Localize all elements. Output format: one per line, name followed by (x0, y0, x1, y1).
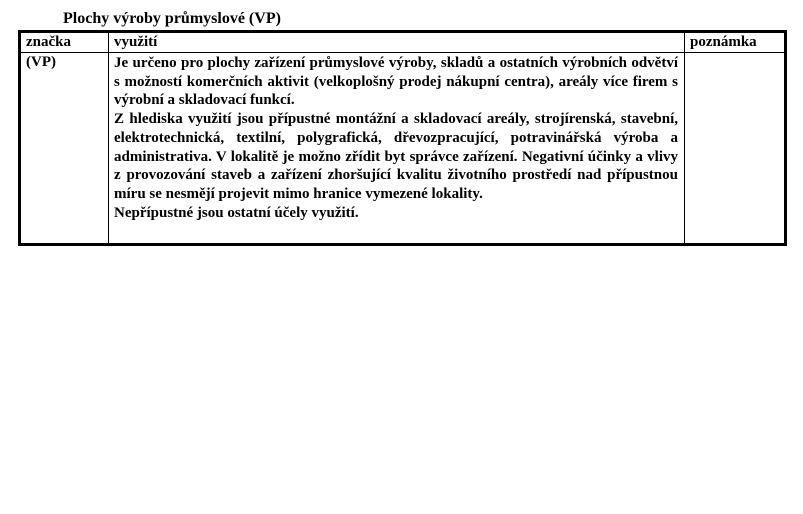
use-paragraph-purpose: Je určeno pro plochy zařízení průmyslové výroby, skladů a ostatních výrobních odvětví s možností komerčních aktivit (velkoplošný prodej nákupní centra), areály více firem s výrobní a skladovací funkcí. (114, 55, 678, 109)
use-cell (109, 53, 685, 245)
table-header-row (20, 32, 786, 53)
column-header-note: poznámka (685, 32, 786, 53)
land-use-table (18, 30, 787, 246)
code-cell: (VP) (20, 53, 109, 245)
page-title: Plochy výroby průmyslové (VP) (63, 10, 281, 27)
column-header-code: značka (20, 32, 109, 53)
note-cell (685, 53, 786, 245)
use-paragraph-prohibited: Nepřípustné jsou ostatní účely využití. (114, 204, 359, 221)
column-header-use: využití (109, 32, 685, 53)
use-paragraph-permitted: Z hlediska využití jsou přípustné montážní a skladovací areály, strojírenská, stavební, elektrotechnická, textilní, polygrafická, dřevozpracující, potravinářská výroba a administrativa. V lokalitě je možno zřídit byt správce zařízení. Negativní účinky a vlivy z provozování staveb a zařízení zhoršující kvalitu životního prostředí nad přípustnou míru se nesmějí projevit mimo hranice vymezené lokality. (114, 111, 678, 202)
table-row (20, 53, 786, 245)
